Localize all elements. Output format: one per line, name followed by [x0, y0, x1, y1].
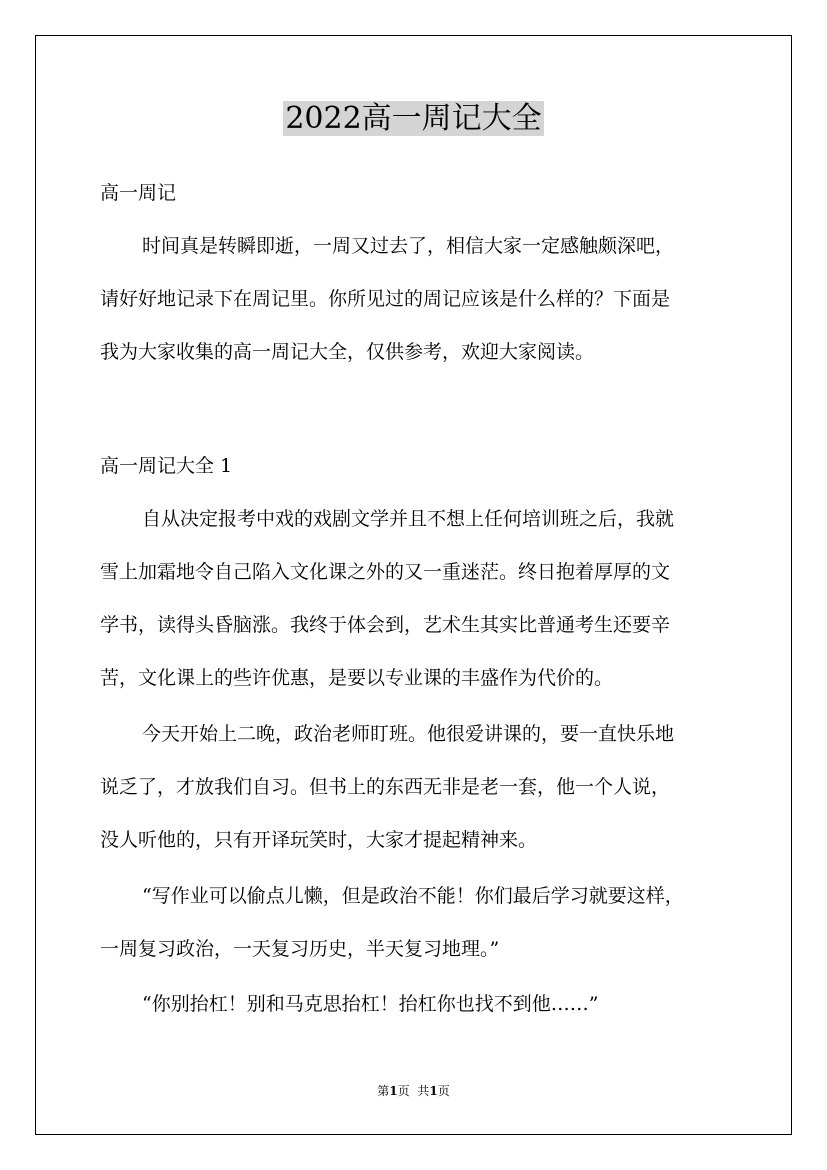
paragraph-line: 说乏了，才放我们自习。但书上的东西无非是老一套，他一个人说，	[100, 776, 671, 798]
body-paragraph-3	[100, 884, 740, 961]
paragraph-line: 雪上加霜地令自己陷入文化课之外的又一重迷茫。终日抱着厚厚的文	[100, 561, 671, 583]
paragraph-line: 请好好地记录下在周记里。你所见过的周记应该是什么样的？下面是	[100, 288, 671, 310]
paragraph-line: 一周复习政治，一天复习历史，半天复习地理。”	[100, 938, 500, 960]
body-paragraph-2	[100, 722, 740, 852]
page-prefix: 第	[377, 1084, 390, 1098]
section-heading-2: 高一周记大全 1	[100, 455, 233, 477]
total-prefix: 共	[417, 1084, 430, 1098]
paragraph-line: “写作业可以偷点儿懒，但是政治不能！你们最后学习就要这样，	[142, 885, 684, 907]
body-paragraph-1	[100, 507, 740, 690]
page-suffix: 页	[397, 1084, 410, 1098]
paragraph-line: 今天开始上二晚，政治老师盯班。他很爱讲课的，要一直快乐地	[142, 723, 675, 745]
body-paragraph-4	[100, 992, 740, 1016]
page-number: 1	[389, 1084, 398, 1098]
paragraph-line: 自从决定报考中戏的戏剧文学并且不想上任何培训班之后，我就	[142, 508, 675, 530]
page-footer	[0, 1082, 827, 1099]
total-pages: 1	[429, 1084, 438, 1098]
paragraph-line: 苦，文化课上的些许优惠，是要以专业课的丰盛作为代价的。	[100, 667, 614, 689]
paragraph-line: 没人听他的，只有开译玩笑时，大家才提起精神来。	[100, 829, 538, 851]
paragraph-line: 学书，读得头昏脑涨。我终于体会到，艺术生其实比普通考生还要辛	[100, 614, 671, 636]
paragraph-line: 我为大家收集的高一周记大全，仅供参考，欢迎大家阅读。	[100, 341, 595, 363]
document-title-text: 2022高一周记大全	[285, 101, 542, 136]
paragraph-line: “你别抬杠！别和马克思抬杠！抬杠你也找不到他……”	[142, 993, 599, 1015]
total-suffix: 页	[437, 1084, 450, 1098]
section-heading-1: 高一周记	[100, 182, 177, 204]
document-title	[0, 100, 827, 138]
intro-paragraph	[100, 234, 740, 364]
paragraph-line: 时间真是转瞬即逝，一周又过去了，相信大家一定感触颇深吧，	[142, 235, 675, 257]
